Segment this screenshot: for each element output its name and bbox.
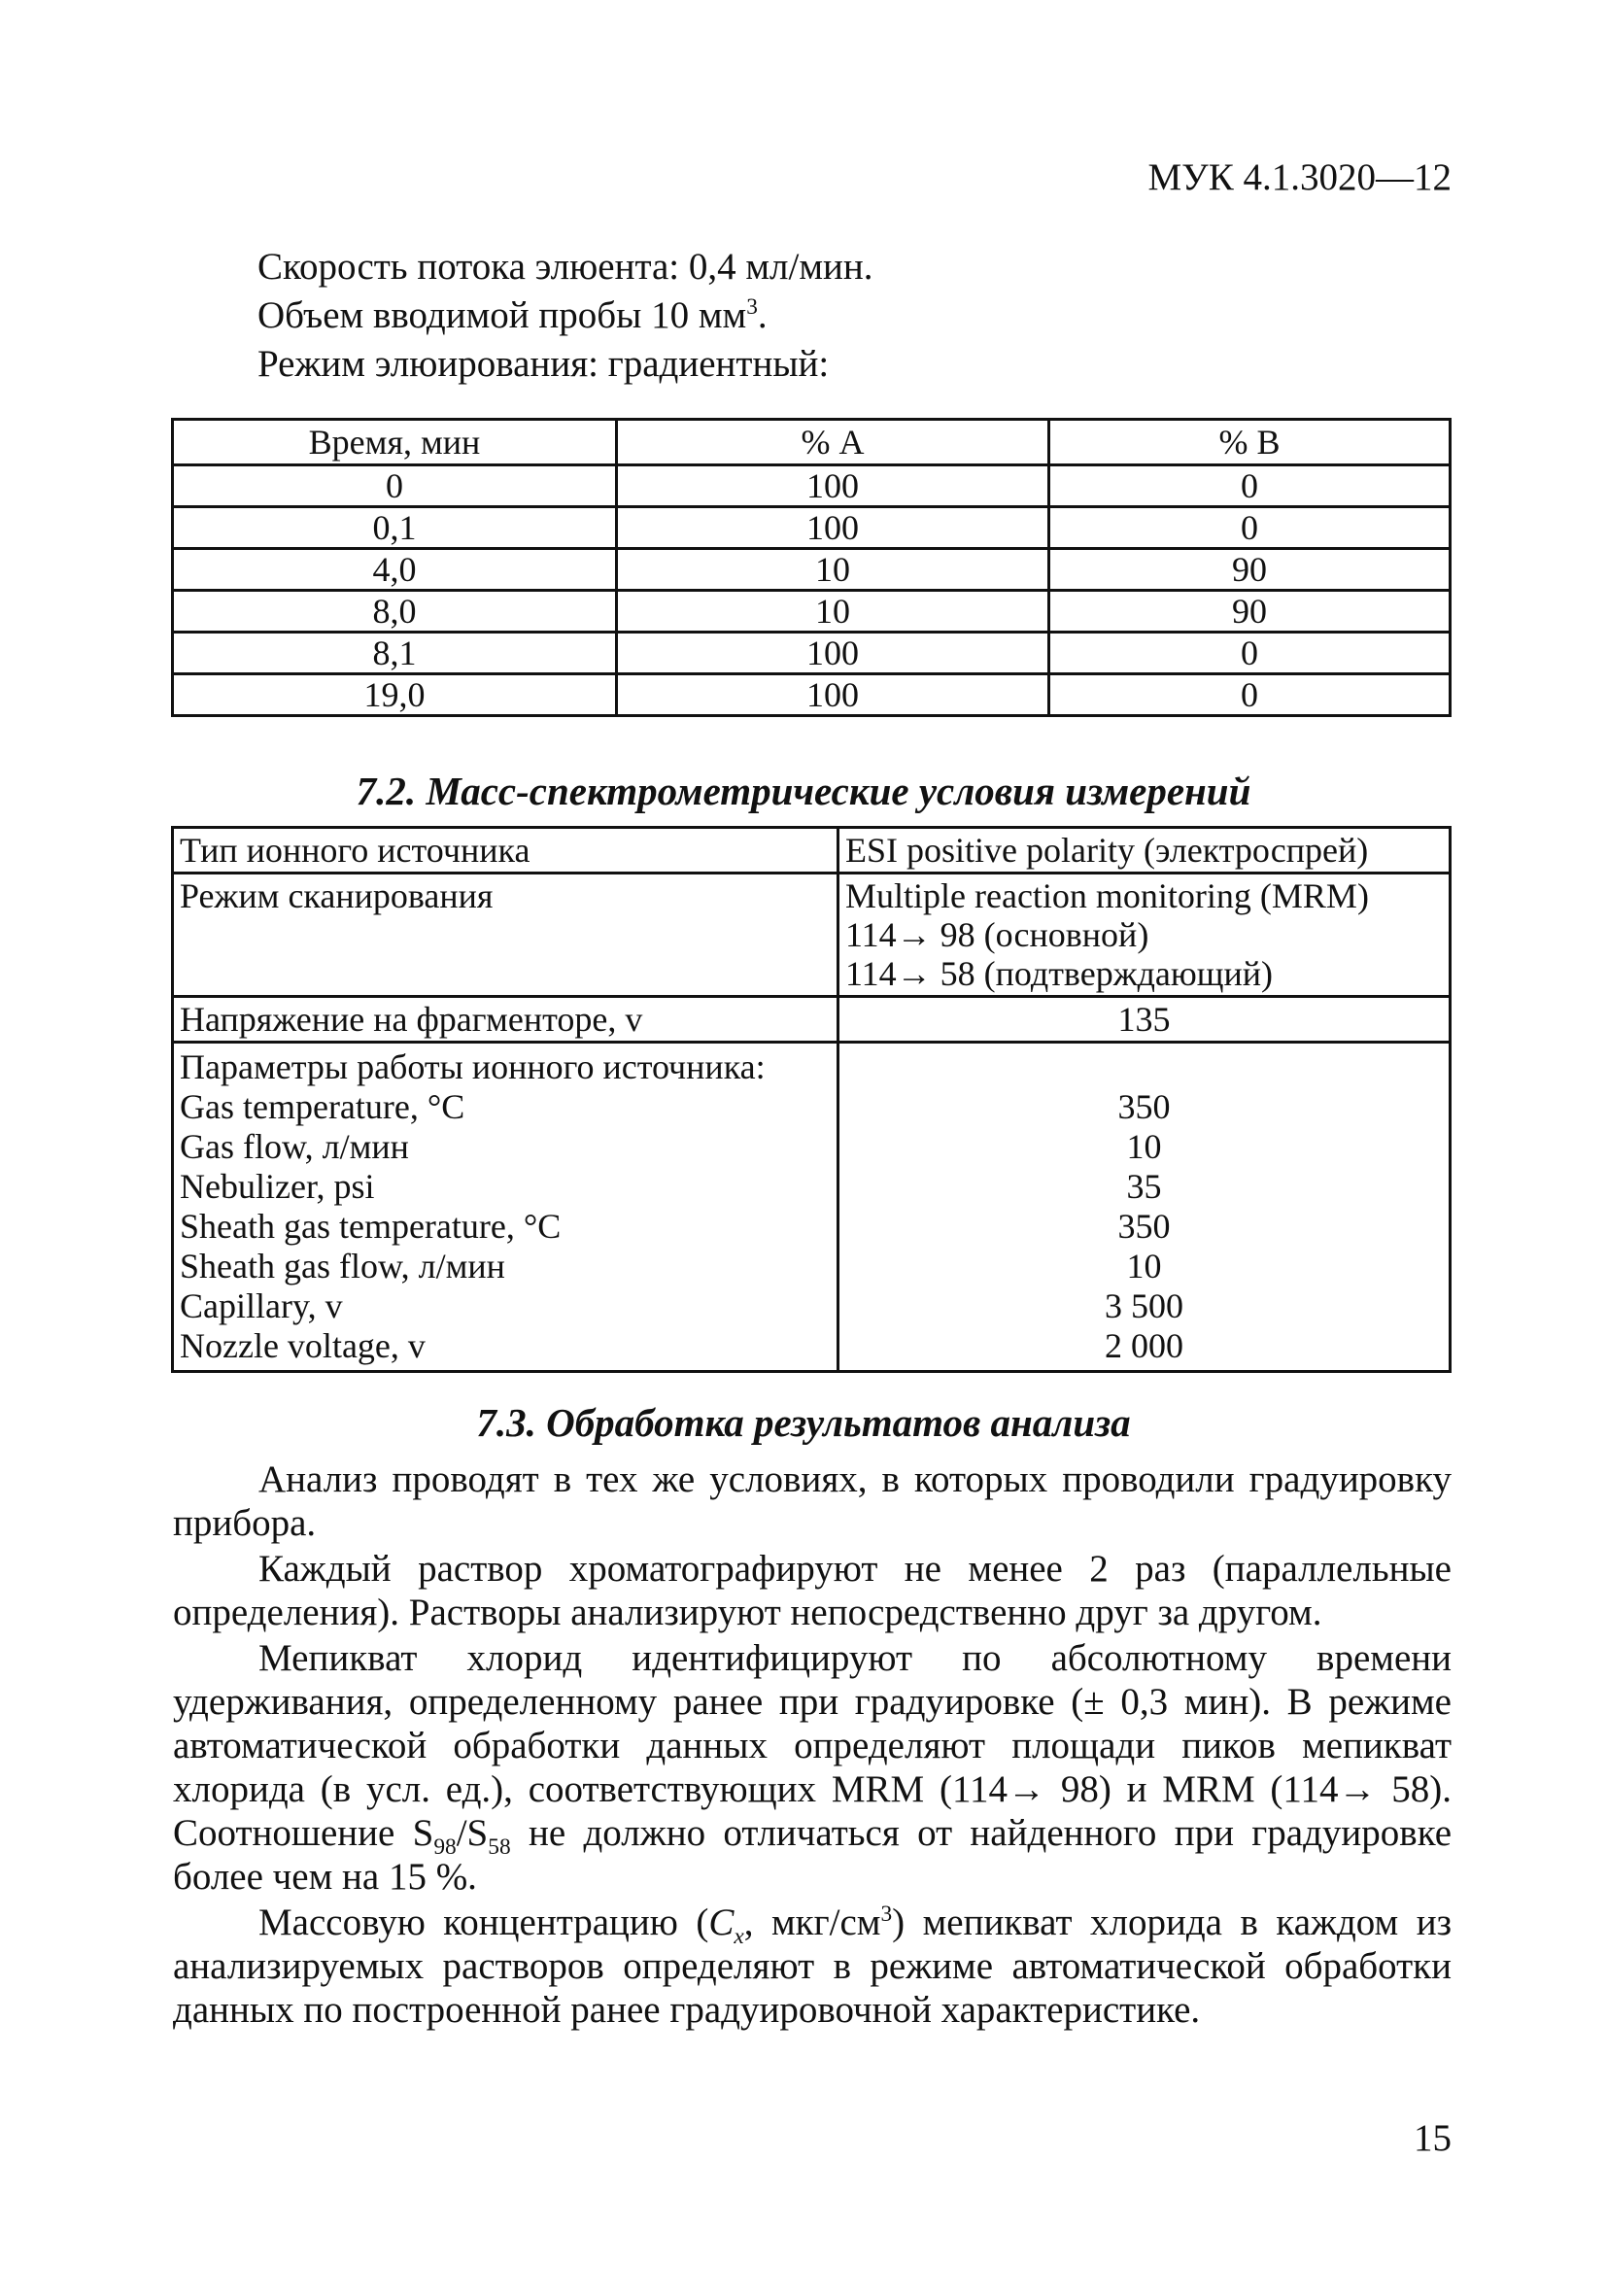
document-code: МУК 4.1.3020—12 [1147, 156, 1452, 198]
param-label: Nozzle voltage, v [180, 1326, 426, 1365]
paragraph [173, 1901, 1452, 2032]
injection-volume-line [257, 291, 873, 340]
paragraph-text: ) мепикват хлорида в каждом из анализируемых растворов определяют в режиме автоматической обработки данных по построенной ранее градуировочной характеристике. [173, 1902, 1452, 2031]
fragmentor-value: 135 [838, 997, 1451, 1043]
params-title: Параметры работы ионного источника: [180, 1047, 766, 1086]
paragraph-text: , мкг/см [743, 1902, 881, 1943]
table-cell: 0 [173, 465, 617, 507]
paragraph: Каждый раствор хроматографируют не менее 2 раз (параллельные определения). Растворы анализируют непосредственно друг за другом. [173, 1548, 1452, 1633]
table-cell: 0 [1049, 633, 1451, 674]
paragraph: Анализ проводят в тех же условиях, в которых проводили градуировку прибора. [173, 1458, 1452, 1544]
gradient-table-header [173, 420, 1451, 465]
table-cell: 19,0 [173, 674, 617, 716]
injection-volume-end: . [757, 294, 768, 336]
table-row [173, 874, 1451, 997]
paragraph-text: /S [456, 1812, 489, 1854]
param-value: 2 000 [1105, 1326, 1183, 1365]
table-cell: 8,0 [173, 591, 617, 633]
param-label: Sheath gas temperature, °C [180, 1207, 562, 1246]
scan-mode-label: Режим сканирования [173, 874, 838, 997]
table-cell: 100 [617, 674, 1049, 716]
table-cell: 8,1 [173, 633, 617, 674]
symbol-x: x [734, 1923, 744, 1949]
param-value: 3 500 [1105, 1286, 1183, 1325]
table-row [173, 1043, 1451, 1372]
fragmentor-label: Напряжение на фрагменторе, v [173, 997, 838, 1043]
elution-mode-line: Режим элюирования: градиентный: [257, 343, 830, 385]
param-value: 350 [1117, 1087, 1171, 1126]
symbol-c: C [708, 1902, 735, 1943]
table-cell: 0 [1049, 465, 1451, 507]
table-cell: 4,0 [173, 549, 617, 591]
table-cell: 100 [617, 465, 1049, 507]
body-text [173, 1457, 1452, 2034]
section-title-7-3: 7.3. Обработка результатов анализа [476, 1400, 1131, 1445]
table-cell: 90 [1049, 549, 1451, 591]
table-row [173, 549, 1451, 591]
table-cell: 0 [1049, 674, 1451, 716]
paragraph-text: не должно отличаться от найденного при градуировке более чем на 15 %. [173, 1812, 1453, 1898]
param-value: 35 [1126, 1167, 1162, 1206]
table-cell: 100 [617, 633, 1049, 674]
flow-rate-line: Скорость потока элюента: 0,4 мл/мин. [257, 246, 873, 288]
scan-mode-value [838, 874, 1451, 997]
gradient-table [171, 418, 1452, 717]
table-cell: 0,1 [173, 507, 617, 549]
params-title-spacer [845, 1047, 1443, 1087]
scan-mode-line: 114→ 98 (основной) [845, 915, 1149, 954]
param-label: Gas temperature, °C [180, 1087, 465, 1126]
page-number: 15 [1414, 2117, 1452, 2159]
injection-volume-sup: 3 [746, 294, 758, 320]
table-row [173, 674, 1451, 716]
table-cell: 100 [617, 507, 1049, 549]
header-cell-a: % А [617, 420, 1049, 465]
table-row [173, 507, 1451, 549]
table-row [173, 997, 1451, 1043]
scan-mode-line: 114→ 58 (подтверждающий) [845, 954, 1273, 993]
table-row [173, 633, 1451, 674]
param-label: Sheath gas flow, л/мин [180, 1247, 505, 1285]
table-row [173, 828, 1451, 874]
superscript: 3 [880, 1902, 893, 1927]
ion-source-label: Тип ионного источника [173, 828, 838, 874]
param-value: 10 [1126, 1127, 1162, 1166]
param-label: Nebulizer, psi [180, 1167, 375, 1206]
table-row [173, 465, 1451, 507]
injection-volume-text: Объем вводимой пробы 10 мм [257, 294, 747, 336]
header-cell-time: Время, мин [173, 420, 617, 465]
section-title-7-2: 7.2. Масс-спектрометрические условия измерений [356, 769, 1251, 813]
ion-source-value: ESI positive polarity (электроспрей) [838, 828, 1451, 874]
ion-source-params-labels [173, 1043, 838, 1372]
table-cell: 10 [617, 549, 1049, 591]
scan-mode-line: Multiple reaction monitoring (MRM) [845, 876, 1369, 915]
header-cell-b: % В [1049, 420, 1451, 465]
intro-block [257, 243, 873, 389]
table-row [173, 591, 1451, 633]
param-label: Capillary, v [180, 1286, 343, 1325]
table-cell: 10 [617, 591, 1049, 633]
param-label: Gas flow, л/мин [180, 1127, 409, 1166]
paragraph [173, 1636, 1452, 1899]
table-cell: 0 [1049, 507, 1451, 549]
subscript: 58 [488, 1833, 511, 1860]
param-value: 350 [1117, 1207, 1171, 1246]
ion-source-params-values [838, 1043, 1451, 1372]
paragraph-text: Массовую концентрацию ( [258, 1902, 709, 1943]
subscript: 98 [433, 1833, 457, 1860]
table-cell: 90 [1049, 591, 1451, 633]
ms-conditions-table [171, 826, 1452, 1373]
paragraph-text: Мепикват хлорид идентифицируют по абсолютному времени удерживания, определенному ранее при градуировке (± 0,3 мин). В режиме автоматической обработки данных определяют площади пиков мепикват хлорида (в усл. ед.), соответствующих MRM (114→ 98) и MRM (114→ 58). Соотношение S [173, 1637, 1452, 1854]
param-value: 10 [1126, 1247, 1162, 1285]
